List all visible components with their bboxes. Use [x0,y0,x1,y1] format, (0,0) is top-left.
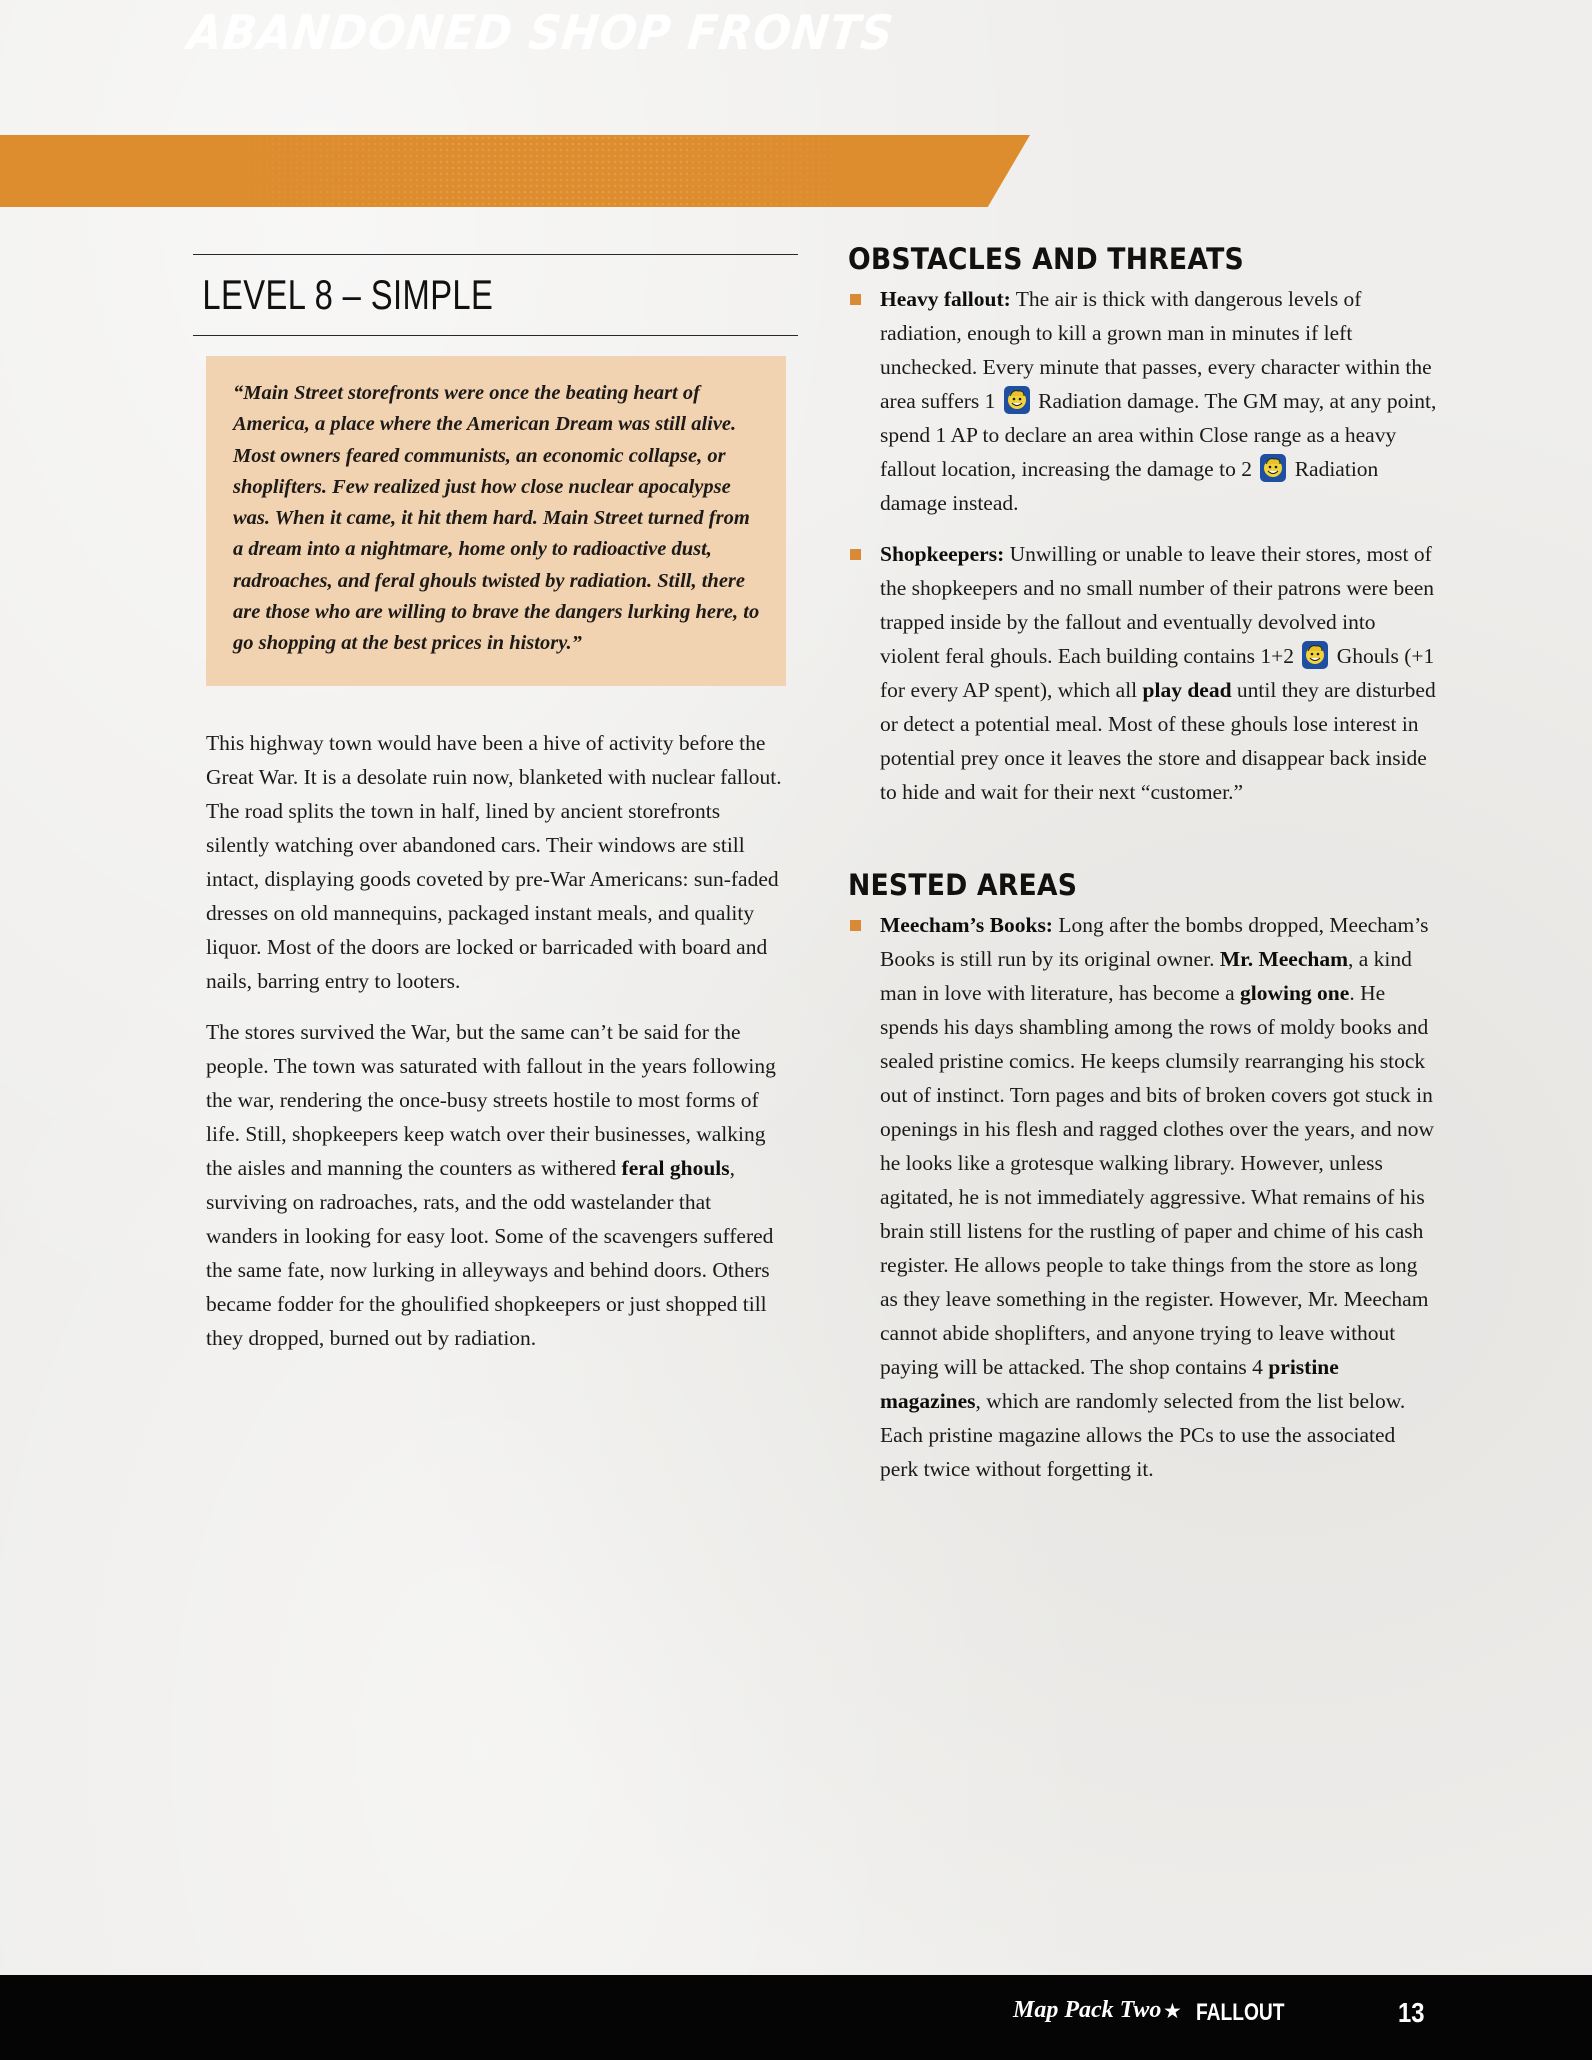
item-text: Radiation damage instead. [880,457,1379,515]
bold-term-play-dead: play dead [1142,678,1232,702]
intro-body [206,726,786,1355]
level-heading-text: LEVEL 8 – SIMPLE [202,271,494,318]
list-item-heavy-fallout [848,282,1438,520]
intro-paragraph-1 [206,726,786,998]
footer-book-title: Map Pack Two [1013,1997,1162,2023]
page-number: 13 [1398,1997,1425,2028]
obstacles-list [848,282,1438,809]
bold-term-mr-meecham: Mr. Meecham [1219,947,1348,971]
item-label: Meecham’s Books: [880,913,1053,937]
list-item-meechams-books [848,908,1438,1486]
bold-term-feral-ghouls: feral ghouls [621,1155,730,1180]
item-text: , which are randomly selected from the list below. Each pristine magazine allows the PCs to use the associated perk twice without forgetting it. [880,1389,1406,1481]
item-label: Shopkeepers: [880,542,1005,566]
item-text: . He spends his days shambling among the rows of moldy books and sealed pristine comics. He keeps clumsily rearranging his stock out of instinct. Torn pages and bits of broken covers got stuck in openings in his flesh and ragged clothes over the years, and now he looks like a grotesque walking library. However, unless agitated, he is not immediately aggressive. What remains of his brain still listens for the rustling of paper and chime of his cash register. He allows people to take things from the store as long as they leave something in the register. However, Mr. Meecham cannot abide shoplifters, and anyone trying to leave without paying will be attacked. The shop contains 4 [880,981,1435,1379]
list-item-shopkeepers [848,537,1438,809]
section-heading-nested-areas: NESTED AREAS [848,868,1078,902]
item-text: Long after the bombs dropped, Meecham’s Books is still run by its original owner. [880,913,1429,971]
footer-brand: FALLOUT [1196,1999,1285,2026]
item-label: Heavy fallout: [880,287,1011,311]
item-text: Unwilling or unable to leave their stores, most of the shopkeepers and no small number of their patrons were been trapped inside by the fallout and eventually devolved into violent feral ghouls. Each building contains 1+2 [880,542,1435,668]
vault-boy-dice-icon [1003,385,1031,415]
item-text: until they are disturbed or detect a potential meal. Most of these ghouls lose interest in potential prey once it leaves the store and disappear back inside to hide and wait for their next “customer.” [880,678,1436,804]
bold-term-pristine-magazines: pristine magazines [880,1355,1339,1413]
flavor-quote-box [206,356,786,686]
vault-boy-dice-icon [1259,453,1287,483]
section-heading-obstacles: OBSTACLES AND THREATS [848,242,1244,276]
vault-boy-dice-icon [1301,640,1329,670]
item-text: Ghouls (+1 for every AP spent), which all [880,644,1435,702]
left-column [193,254,798,1372]
page-footer [0,1975,1592,2060]
item-text: , a kind man in love with literature, has become a [880,947,1412,1005]
flavor-quote-text: “Main Street storefronts were once the beating heart of America, a place where the American Dream was still alive. Most owners feared communists, an economic collapse, or shoplifters. Few realized just how close nuclear apocalypse was. When it came, it hit them hard. Main Street turned from a dream into a nightmare, home only to radioactive dust, radroaches, and feral ghouls twisted by radiation. Still, there are those who are willing to brave the dangers lurking here, to go shopping at the best prices in history.” [233,382,760,655]
chapter-banner [0,135,1030,207]
chapter-title: ABANDONED SHOP FRONTS [185,5,897,62]
square-bullet-icon [850,294,861,305]
paragraph-text: This highway town would have been a hive of activity before the Great War. It is a desolate ruin now, blanketed with nuclear fallout. The road splits the town in half, lined by ancient storefronts silently watching over abandoned cars. Their windows are still intact, displaying goods coveted by pre-War Americans: sun-faded dresses on old mannequins, packaged instant meals, and quality liquor. Most of the doors are locked or barricaded with board and nails, barring entry to looters. [206,730,782,993]
item-text: Radiation damage. The GM may, at any point, spend 1 AP to declare an area within Close range as a heavy fallout location, increasing the damage to 2 [880,389,1437,481]
paragraph-text: , surviving on radroaches, rats, and the odd wastelander that wanders in looking for easy loot. Some of the scavengers suffered the same fate, now lurking in alleyways and behind doors. Others became fodder for the ghoulified shopkeepers or just shopped till they dropped, burned out by radiation. [206,1155,774,1350]
intro-paragraph-2 [206,1015,786,1355]
star-icon: ★ [1163,1999,1182,2023]
right-column [848,242,1438,1503]
square-bullet-icon [850,920,861,931]
nested-areas-list [848,908,1438,1486]
item-text: The air is thick with dangerous levels of radiation, enough to kill a grown man in minutes if left unchecked. Every minute that passes, every character within the area suffers 1 [880,287,1432,413]
square-bullet-icon [850,549,861,560]
bold-term-glowing-one: glowing one [1240,981,1350,1005]
level-heading [193,254,798,336]
paragraph-text: The stores survived the War, but the same can’t be said for the people. The town was saturated with fallout in the years following the war, rendering the once-busy streets hostile to most forms of life. Still, shopkeepers keep watch over their businesses, walking the aisles and manning the counters as withered [206,1019,776,1180]
